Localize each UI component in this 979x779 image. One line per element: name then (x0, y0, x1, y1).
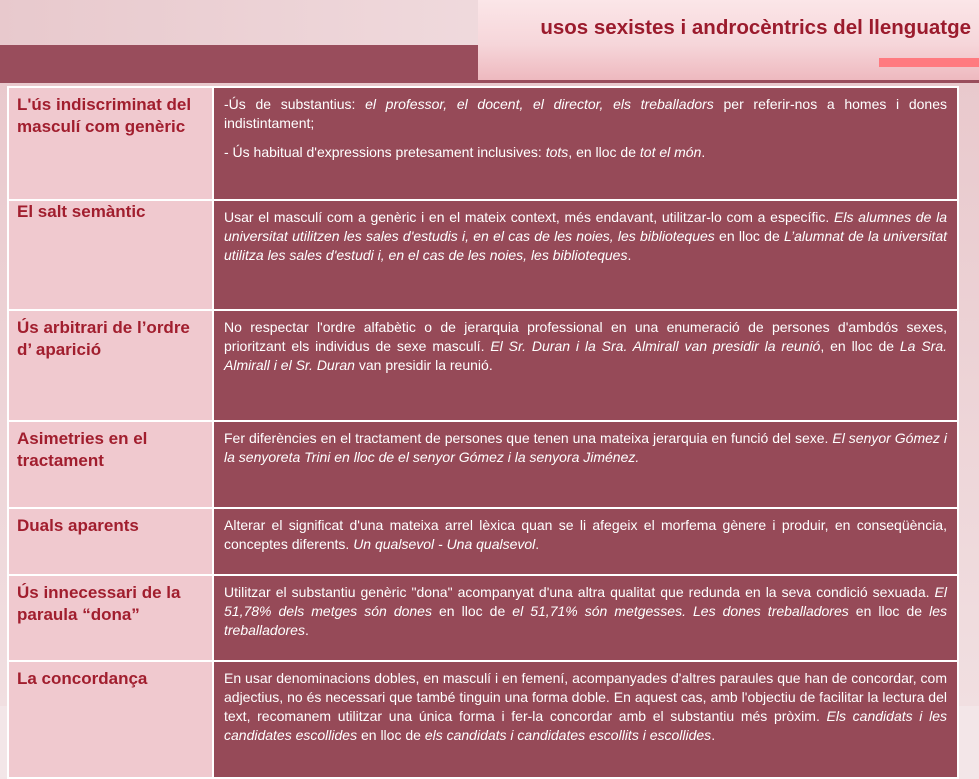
row-description (213, 87, 958, 200)
example-text: Els candidats i les candidates escollides (224, 708, 948, 743)
description-paragraph (224, 208, 947, 265)
text-segment: Usar el masculí com a genèric i en el mateix context, més endavant, utilitzar-lo com a específic. (224, 209, 835, 225)
text-segment: . (701, 144, 706, 160)
table-row (8, 87, 958, 200)
text-segment: . (711, 727, 716, 743)
text-segment: En usar denominacions dobles, en masculí i en femení, acompanyades d'altres paraules que han de concordar, com adjectius, no és necessari que també tinguin una forma doble. En aquest cas, amb l'objectiu de facilitar la lectura del text, recomanem utilitzar una única forma i fer-la concordar amb el substantiu més pròxim. (224, 670, 947, 724)
description-paragraph (224, 516, 947, 554)
example-text: El senyor Gómez i la senyoreta Trini en lloc de el senyor Gómez i la senyora Jiménez. (224, 430, 947, 465)
text-segment: en lloc de (714, 228, 784, 244)
row-label: Duals aparents (8, 508, 213, 575)
table-row (8, 661, 958, 778)
example-text: Els alumnes de la universitat utilitzen les sales d'estudis i, en el cas de les noies, les biblioteques (224, 209, 947, 244)
row-description (213, 661, 958, 778)
row-label: Ús innecessari de la paraula “dona” (8, 575, 213, 661)
description-paragraph (224, 429, 947, 467)
table-row (8, 421, 958, 508)
text-segment: en lloc de (848, 603, 930, 619)
row-label: Asimetries en el tractament (8, 421, 213, 508)
text-segment: Utilitzar el substantiu genèric "dona" acompanyat d'una altra qualitat que redunda en la seva condició sexuada. (224, 584, 935, 600)
text-segment: en lloc de (357, 727, 425, 743)
table-row (8, 508, 958, 575)
example-text: Un qualsevol - Una qualsevol (353, 536, 536, 552)
example-text: L’alumnat de la universitat utilitza les sales d'estudi i, en el cas de les noies, les biblioteques (224, 228, 947, 263)
text-segment: van presidir la reunió. (354, 357, 493, 373)
text-segment: No respectar l'ordre alfabètic o de jerarquia professional en una enumeració de persones d'ambdós sexes, prioritzant els individus de sexe masculí. (224, 319, 947, 354)
text-segment: . (535, 536, 540, 552)
row-description (213, 508, 958, 575)
row-label: Ús arbitrari de l’ordre d’ aparició (8, 310, 213, 421)
text-segment: en lloc de (431, 603, 513, 619)
row-label: El salt semàntic (8, 200, 213, 310)
text-segment: . (304, 622, 309, 638)
row-description (213, 310, 958, 421)
example-text: tot el món (639, 144, 702, 160)
text-segment: per referir-nos a homes i dones indistintament; (224, 96, 947, 131)
text-segment: . (627, 247, 632, 263)
description-paragraph (224, 143, 947, 162)
example-text: El 51,78% dels metges són dones (224, 584, 947, 619)
example-text: les treballadores (224, 603, 947, 638)
table-row (8, 310, 958, 421)
example-text: el 51,71% són metgesses. Les dones treballadores (512, 603, 849, 619)
text-segment: , en lloc de (568, 144, 640, 160)
example-text: El Sr. Duran i la Sra. Almirall van presidir la reunió (490, 338, 821, 354)
example-text: La Sra. Almirall i el Sr. Duran (224, 338, 948, 373)
text-segment: Alterar el significat d'una mateixa arrel lèxica quan se li afegeix el morfema gènere i produir, en conseqüència, conceptes diferents. (224, 517, 947, 552)
row-label: La concordança (8, 661, 213, 778)
title-accent-bar (879, 58, 979, 67)
text-segment: -Ús de substantius: (224, 96, 366, 112)
description-paragraph (224, 669, 947, 745)
description-paragraph (224, 318, 947, 375)
description-paragraph (224, 95, 947, 133)
example-text: el professor, el docent, el director, els treballadors (365, 96, 714, 112)
description-paragraph (224, 583, 947, 640)
row-description (213, 421, 958, 508)
text-segment: , en lloc de (820, 338, 900, 354)
row-description (213, 575, 958, 661)
title-box (478, 0, 979, 80)
row-label: L'ús indiscriminat del masculí com genèric (8, 87, 213, 200)
page-title: usos sexistes i androcèntrics del llenguatge (540, 16, 971, 39)
table-row (8, 200, 958, 310)
example-text: tots (545, 144, 569, 160)
text-segment: - Ús habitual d'expressions pretesament inclusives: (224, 144, 546, 160)
row-description (213, 200, 958, 310)
example-text: els candidats i candidates escollits i escollides (424, 727, 712, 743)
table-row (8, 575, 958, 661)
sexist-usage-table (7, 86, 959, 779)
text-segment: Fer diferències en el tractament de persones que tenen una mateixa jerarquia en funció del sexe. (224, 430, 833, 446)
